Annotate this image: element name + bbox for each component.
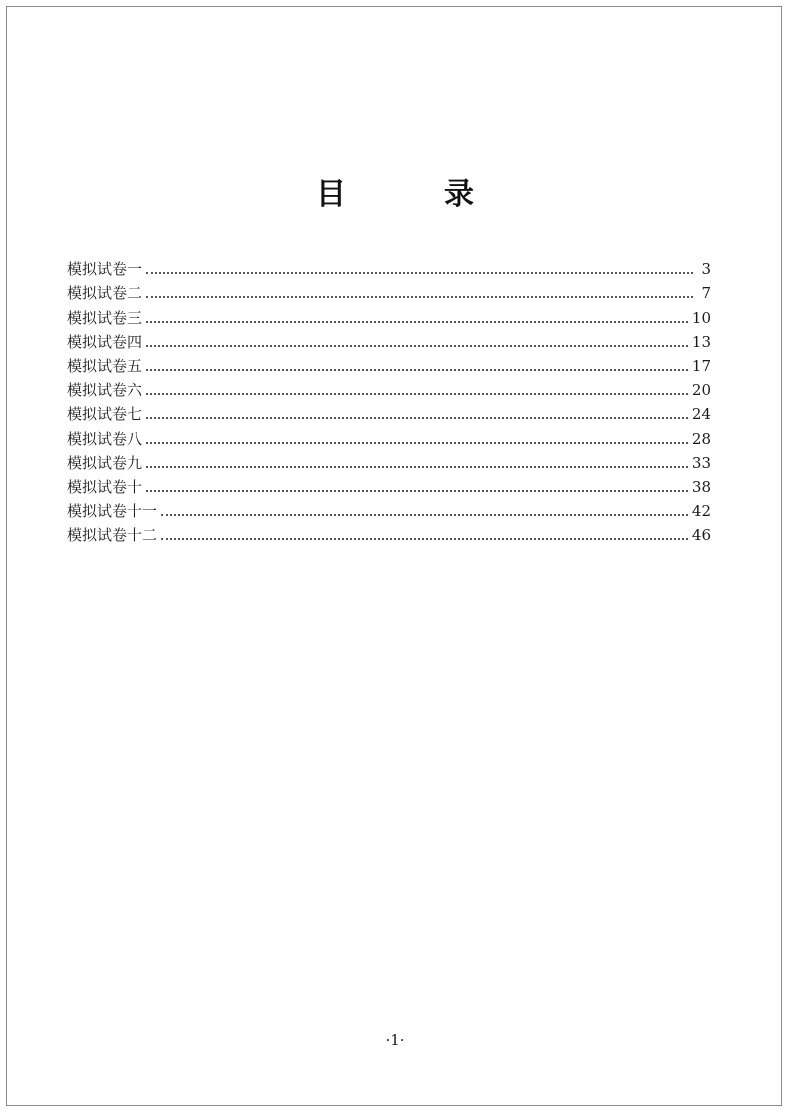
toc-entry-page: 13 <box>691 332 711 351</box>
page-title: 目 录 <box>316 177 508 212</box>
toc-entry <box>67 424 711 448</box>
toc-dot-leader <box>146 296 693 298</box>
toc-dot-leader <box>146 369 688 371</box>
toc-entry-label: 模拟试卷十一 <box>67 502 158 521</box>
toc-entry-page: 20 <box>691 381 711 400</box>
document-page <box>6 6 782 1106</box>
toc-entry-page: 24 <box>691 405 711 424</box>
toc-dot-leader <box>146 490 688 492</box>
toc-entry <box>67 497 711 521</box>
toc-dot-leader <box>146 466 688 468</box>
toc-entry-label: 模拟试卷六 <box>67 381 143 400</box>
toc-entry-label: 模拟试卷四 <box>67 332 143 351</box>
toc-entry <box>67 328 711 352</box>
toc-dot-leader <box>146 442 688 444</box>
toc-entry <box>67 400 711 424</box>
toc-entry <box>67 473 711 497</box>
toc-entry <box>67 521 711 545</box>
toc-dot-leader <box>146 393 688 395</box>
toc-entry-page: 42 <box>691 502 711 521</box>
toc-dot-leader <box>146 272 693 274</box>
toc-entry-page: 7 <box>701 284 711 303</box>
table-of-contents <box>67 255 711 545</box>
toc-entry <box>67 352 711 376</box>
toc-entry <box>67 303 711 327</box>
toc-dot-leader <box>146 417 688 419</box>
toc-dot-leader <box>146 321 688 323</box>
toc-entry-page: 17 <box>691 356 711 375</box>
toc-entry-label: 模拟试卷十二 <box>67 526 158 545</box>
toc-dot-leader <box>161 514 688 516</box>
toc-entry-page: 28 <box>691 429 711 448</box>
toc-entry <box>67 279 711 303</box>
toc-dot-leader <box>146 345 688 347</box>
page-number: ·1· <box>385 1031 405 1049</box>
toc-entry-label: 模拟试卷十 <box>67 477 143 496</box>
toc-entry-label: 模拟试卷五 <box>67 356 143 375</box>
toc-entry <box>67 376 711 400</box>
toc-entry-label: 模拟试卷九 <box>67 453 143 472</box>
toc-entry-label: 模拟试卷八 <box>67 429 143 448</box>
toc-entry <box>67 449 711 473</box>
toc-dot-leader <box>161 538 688 540</box>
toc-entry-page: 10 <box>691 308 711 327</box>
toc-entry-page: 38 <box>691 477 711 496</box>
toc-entry <box>67 255 711 279</box>
toc-entry-label: 模拟试卷三 <box>67 308 143 327</box>
toc-entry-label: 模拟试卷二 <box>67 284 143 303</box>
toc-entry-label: 模拟试卷一 <box>67 260 143 279</box>
toc-entry-page: 46 <box>691 526 711 545</box>
toc-entry-label: 模拟试卷七 <box>67 405 143 424</box>
toc-entry-page: 3 <box>701 260 711 279</box>
toc-entry-page: 33 <box>691 453 711 472</box>
